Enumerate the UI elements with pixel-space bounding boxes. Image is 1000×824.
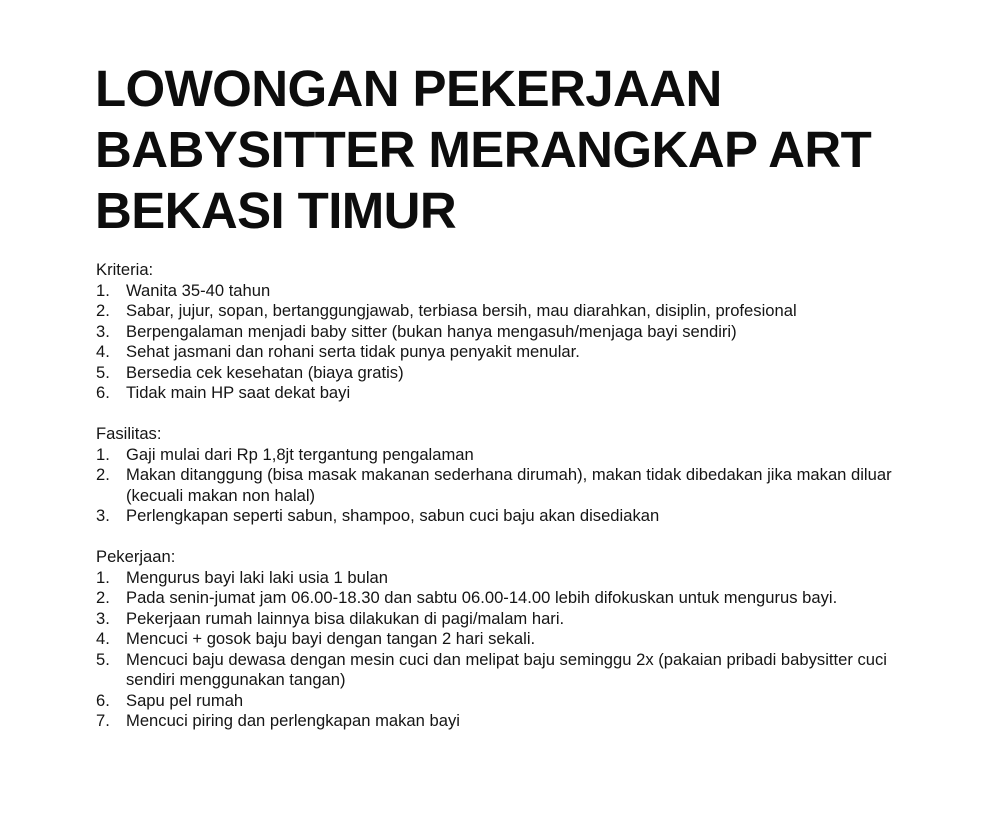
list-item-number: 6. xyxy=(96,690,110,710)
list-item-number: 3. xyxy=(96,506,110,525)
list-item-text: Mencuci piring dan perlengkapan makan bayi xyxy=(126,711,460,730)
numbered-list xyxy=(96,445,896,527)
list-item xyxy=(96,568,896,589)
list-item-number: 3. xyxy=(96,608,110,628)
title-line-2: BABYSITTER MERANGKAP ART xyxy=(95,121,872,178)
list-item-number: 5. xyxy=(96,362,110,382)
list-item xyxy=(96,711,896,732)
list-item-text: Gaji mulai dari Rp 1,8jt tergantung pengalaman xyxy=(126,444,474,464)
list-item-number: 3. xyxy=(96,321,110,341)
section-pekerjaan xyxy=(96,547,896,732)
list-item-text: Pekerjaan rumah lainnya bisa dilakukan di pagi/malam hari. xyxy=(126,608,565,628)
list-item-text: Bersedia cek kesehatan (biaya gratis) xyxy=(126,362,404,382)
list-item xyxy=(96,363,896,384)
list-item xyxy=(96,301,896,322)
list-item-number: 2. xyxy=(96,465,110,484)
list-item-number: 4. xyxy=(96,629,110,648)
list-item-text: Mencuci + gosok baju bayi dengan tangan 2 hari sekali. xyxy=(126,629,536,648)
list-item xyxy=(96,650,896,691)
list-item-text: Tidak main HP saat dekat bayi xyxy=(126,383,351,402)
section-fasilitas xyxy=(96,424,896,527)
section-kriteria xyxy=(96,260,896,404)
title-line-3: BEKASI TIMUR xyxy=(95,182,457,239)
list-item-text: Mengurus bayi laki laki usia 1 bulan xyxy=(126,567,388,587)
list-item-number: 1. xyxy=(96,280,110,300)
section-heading: Pekerjaan: xyxy=(96,547,176,566)
list-item-text: Wanita 35-40 tahun xyxy=(126,280,271,300)
list-item-number: 1. xyxy=(96,444,110,464)
list-item xyxy=(96,691,896,712)
list-item-text: Mencuci baju dewasa dengan mesin cuci dan melipat baju seminggu 2x (pakaian pribadi babysitter cuci sendiri menggunakan tangan) xyxy=(126,649,887,689)
list-item-number: 1. xyxy=(96,567,110,587)
list-item xyxy=(96,383,896,404)
list-item-number: 7. xyxy=(96,711,110,730)
section-heading: Fasilitas: xyxy=(96,424,162,443)
list-item xyxy=(96,465,896,506)
list-item-number: 5. xyxy=(96,649,110,669)
list-item-text: Sehat jasmani dan rohani serta tidak punya penyakit menular. xyxy=(126,342,580,361)
list-item xyxy=(96,342,896,363)
list-item xyxy=(96,588,896,609)
list-item-number: 2. xyxy=(96,301,110,320)
list-item-number: 2. xyxy=(96,588,110,607)
section-heading: Kriteria: xyxy=(96,260,154,279)
list-item xyxy=(96,322,896,343)
title-line-1: LOWONGAN PEKERJAAN xyxy=(95,60,722,117)
list-item-text: Sabar, jujur, sopan, bertanggungjawab, terbiasa bersih, mau diarahkan, disiplin, profesional xyxy=(126,301,797,320)
numbered-list xyxy=(96,281,896,404)
list-item-text: Sapu pel rumah xyxy=(126,690,244,710)
list-item-text: Pada senin-jumat jam 06.00-18.30 dan sabtu 06.00-14.00 lebih difokuskan untuk mengurus bayi. xyxy=(126,588,838,607)
list-item xyxy=(96,609,896,630)
list-item-number: 4. xyxy=(96,342,110,361)
list-item xyxy=(96,281,896,302)
list-item xyxy=(96,445,896,466)
page-title xyxy=(95,58,871,241)
document-body xyxy=(96,260,896,752)
list-item-number: 6. xyxy=(96,383,110,402)
list-item xyxy=(96,506,896,527)
list-item-text: Perlengkapan seperti sabun, shampoo, sabun cuci baju akan disediakan xyxy=(126,506,660,525)
numbered-list xyxy=(96,568,896,732)
list-item xyxy=(96,629,896,650)
list-item-text: Makan ditanggung (bisa masak makanan sederhana dirumah), makan tidak dibedakan jika makan diluar (kecuali makan non halal) xyxy=(126,465,892,505)
list-item-text: Berpengalaman menjadi baby sitter (bukan hanya mengasuh/menjaga bayi sendiri) xyxy=(126,321,737,341)
